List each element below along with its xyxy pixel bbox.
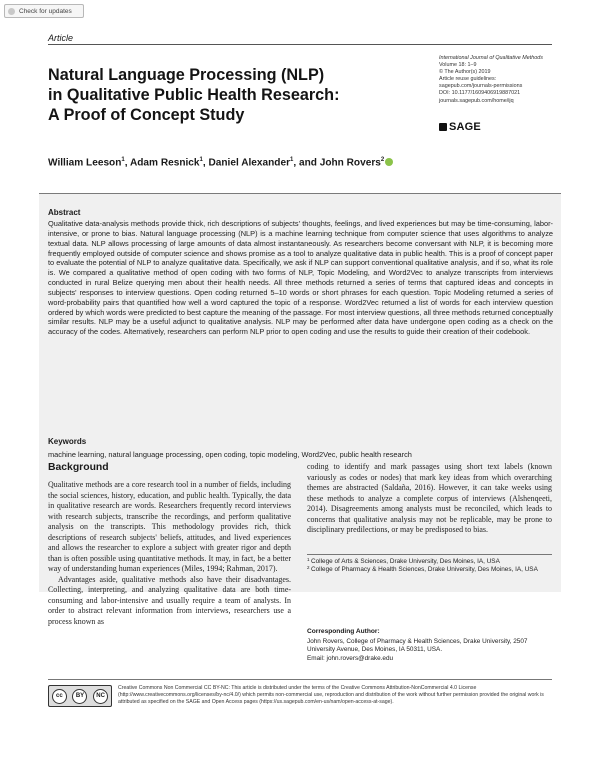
journal-metadata [439,55,564,105]
attribution-icon: BY [72,689,87,704]
journal-link[interactable]: journals.sagepub.com/home/ijq [439,97,514,104]
update-icon [8,8,15,15]
paragraph: Advantages aside, qualitative methods also have their disadvantages. Collecting, interpreting, and analyzing qualitative data are both time-consuming and labor-intensive and usually require a team of analysts. In order to abstract relevant information from interviews, researchers use a process known as [48,574,291,626]
license-rule [48,679,552,680]
sage-mark-icon [439,123,447,131]
journal-name: International Journal of Qualitative Methods [439,55,543,61]
affiliation: 1 College of Arts & Sciences, Drake University, Des Moines, IA, USA [307,557,500,565]
paragraph: coding to identify and mark passages using short text labels (known variously as codes or nodes) that mark key ideas from which overarching themes are abstracted (Saldaña, 2016). However, it can take weeks using these methods to analyze a complete corpus of interviews (Alshenqeeti, 2014). Disagreements among analysts must be reconciled, which leads to concerns that qualitative analysis may not be replicable, may be prone to disciplinary predilections, or may be predisposed to bias. [307,462,552,534]
author: Daniel Alexander [208,157,291,169]
corresponding-author-heading: Corresponding Author: [307,628,380,635]
body-column-left [48,480,291,627]
sage-logo: SAGE [439,121,481,133]
body-column-right [307,462,552,536]
keywords-text: machine learning, natural language processing, open coding, topic modeling, Word2Vec, public health research [48,450,412,459]
corresponding-author: John Rovers, College of Pharmacy & Health Sciences, Drake University, 2507 University Avenue, Des Moines, IA 50311, USA. Email: john.rovers@drake.edu [307,638,552,663]
paragraph: Qualitative methods are a core research tool in a number of fields, including the social sciences, history, education, and public health. Typically, the data in qualitative research are words. Researchers frequently record interviews with research subjects, transcribe the recordings, and perform qualitative analysis on the transcripts. This methodology provides rich, thick descriptions of research subjects' beliefs, attitudes, and lived experiences and allows the researcher to explore a subject with greater rigor and depth than is often possible using quantitative methods. It may, in fact, be a better way of understanding human experiences (Miles, 1994; Rahman, 2017). [48,480,291,573]
article-type-label: Article [48,33,74,43]
paper-title: Natural Language Processing (NLP) in Qualitative Public Health Research: A Proof of Concept Study [48,66,340,124]
reuse-label: Article reuse guidelines: [439,76,497,83]
affiliation: 2 College of Pharmacy & Health Sciences, Drake University, Des Moines, IA, USA [307,565,538,574]
author: Adam Resnick [129,157,200,169]
reuse-link[interactable]: sagepub.com/journals-permissions [439,83,523,90]
affiliations [307,558,552,574]
abstract-text: Qualitative data-analysis methods provide thick, rich descriptions of subjects' thoughts, feelings, and lived experiences but may be time-consuming, labor-intensive, or prone to bias. Natural language processing (NLP) is a machine learning technique from computer science that uses algorithms to analyze textual data. NLP allows processing of large amounts of data almost instantaneously. As researchers become conversant with NLP, it is becoming more frequently employed outside of computer science and shows promise as a tool to analyze qualitative data in public health. This is a proof of concept paper to evaluate the potential of NLP to analyze qualitative data. Specifically, we ask if NLP can support conventional qualitative analysis, and if so, what its role is. We compared a qualitative method of open coding with two forms of NLP, Topic Modeling, and Word2Vec to analyze transcripts from interviews conducted in rural Belize querying men about their health needs. All three methods returned a series of terms that captured ideas and concepts in subjects' responses to interview questions. Open coding returned 5–10 words or short phrases for each question. Topic Modeling returned a series of word-probability pairs that quantified how well a word captured the topic of a response. Word2Vec returned a list of words for each interview question ordered by which words were predicted to best capture the meaning of the passage. For most interview questions, all three methods returned conceptually similar results. NLP may be a useful adjunct to qualitative analysis. NLP may be performed after data have undergone open coding as a check on the accuracy of the codes. Alternatively, researchers can perform NLP prior to open coding and use the results to guide their creation of their codebook. [48,219,553,337]
author: John Rovers [319,157,381,169]
copyright: © The Author(s) 2019 [439,69,491,76]
noncommercial-icon: NC [93,689,108,704]
author: William Leeson [48,157,122,169]
section-heading-background: Background [48,462,109,473]
doi[interactable]: DOI: 10.1177/1609406919887021 [439,90,521,97]
orcid-icon[interactable] [385,158,393,166]
check-for-updates-badge[interactable] [4,4,84,18]
header-rule [48,44,552,45]
keywords-heading: Keywords [48,437,87,446]
footnote-rule [307,554,552,555]
author-list: William Leeson$^1$, Adam Resnick$^1$, Daniel Alexander$^1$, and John Rovers$^2$ [48,157,393,168]
license-text: Creative Commons Non Commercial CC BY-NC: This article is distributed under the terms of the Creative Commons Attribution-NonCommercial 4.0 License (http://www.creativecommons.org/licenses/by-nc/4.0/) which permits non-commercial use, reproduction and distribution of the work without further permission provided the original work is attributed as specified on the SAGE and Open Access pages (https://us.sagepub.com/en-us/nam/open-access-at-sage). [118,685,544,706]
email-link[interactable]: Email: john.rovers@drake.edu [307,654,394,662]
abstract-heading: Abstract [48,208,81,217]
cc-license-badge[interactable] [48,685,112,707]
badge-label: Check for updates [19,8,72,15]
cc-icon: cc [52,689,67,704]
volume: Volume 18: 1–9 [439,62,477,69]
